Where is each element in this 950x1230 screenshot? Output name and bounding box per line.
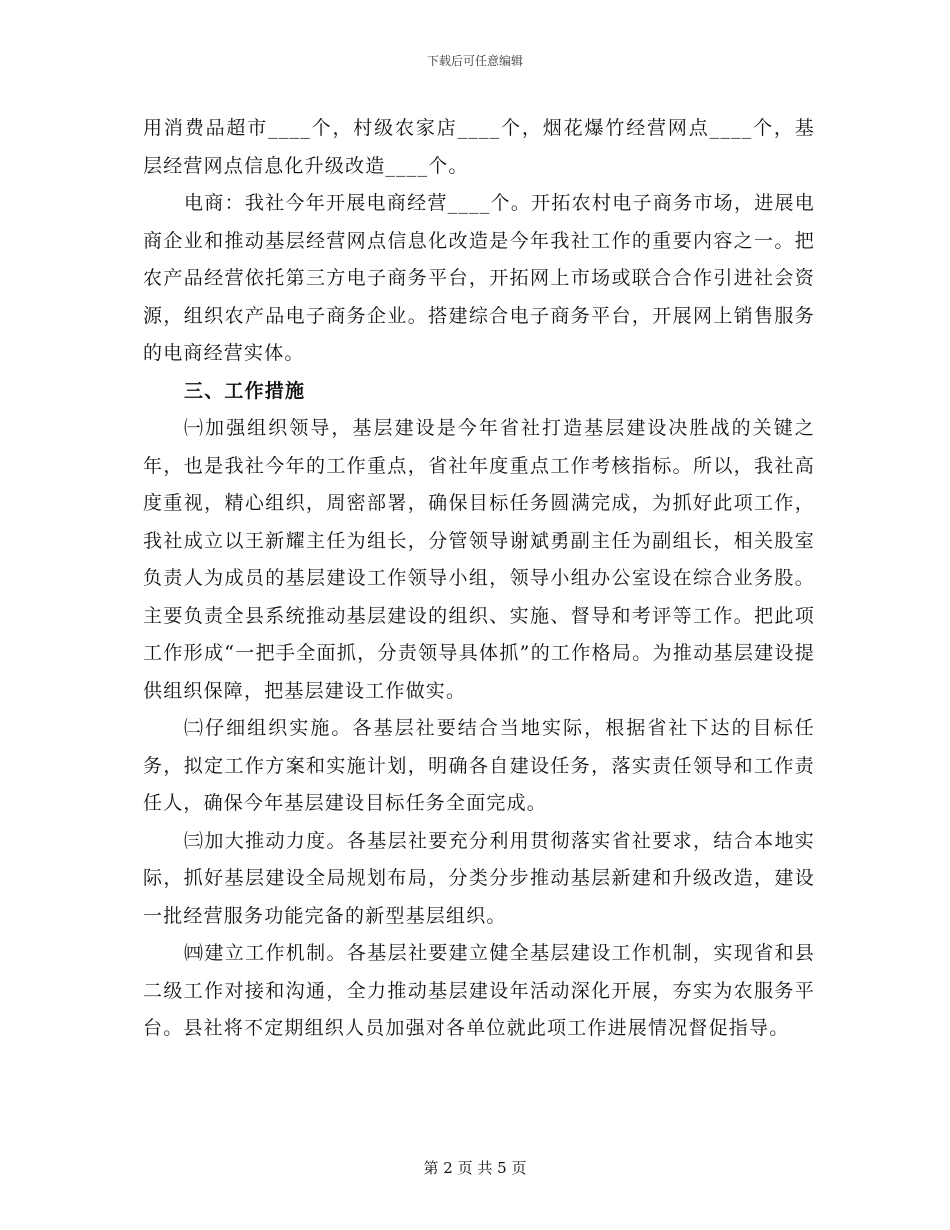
paragraph-measure-1: ㈠加强组织领导，基层建设是今年省社打造基层建设决胜战的关键之年，也是我社今年的工作重点，省社年度重点工作考核指标。所以，我社高度重视，精心组织，周密部署，确保目标任务圆满完成，为抓好此项工作，我社成立以王新耀主任为组长，分管领导谢斌勇副主任为副组长，相关股室负责人为成员的基层建设工作领导小组，领导小组办公室设在综合业务股。主要负责全县系统推动基层建设的组织、实施、督导和考评等工作。把此项工作形成“一把手全面抓，分责领导具体抓”的工作格局。为推动基层建设提供组织保障，把基层建设工作做实。 [143, 417, 815, 702]
paragraph-measure-3: ㈢加大推动力度。各基层社要充分利用贯彻落实省社要求，结合本地实际，抓好基层建设全局规划布局，分类分步推动基层新建和升级改造，建设一批经营服务功能完备的新型基层组织。 [143, 829, 815, 927]
document-body [143, 110, 815, 1048]
page-header: 下载后可任意编辑 [426, 54, 523, 68]
section-heading: 三、工作措施 [184, 379, 306, 402]
paragraph-measure-4: ㈣建立工作机制。各基层社要建立健全基层建设工作机制，实现省和县二级工作对接和沟通，全力推动基层建设年活动深化开展，夯实为农服务平台。县社将不定期组织人员加强对各单位就此项工作进展情况督促指导。 [143, 942, 815, 1039]
paragraph-measure-2: ㈡仔细组织实施。各基层社要结合当地实际，根据省社下达的目标任务，拟定工作方案和实施计划，明确各自建设任务，落实责任领导和工作责任人，确保今年基层建设目标任务全面完成。 [143, 717, 815, 814]
paragraph-continued: 用消费品超市____个，村级农家店____个，烟花爆竹经营网点____个，基层经营网点信息化升级改造____个。 [143, 117, 815, 177]
paragraph-ecommerce: 电商：我社今年开展电商经营____个。开拓农村电子商务市场，进展电商企业和推动基层经营网点信息化改造是今年我社工作的重要内容之一。把农产品经营依托第三方电子商务平台，开拓网上市场或联合合作引进社会资源，组织农产品电子商务企业。搭建综合电子商务平台，开展网上销售服务的电商经营实体。 [143, 192, 815, 364]
page-number: 第 2 页 共 5 页 [423, 1159, 527, 1177]
